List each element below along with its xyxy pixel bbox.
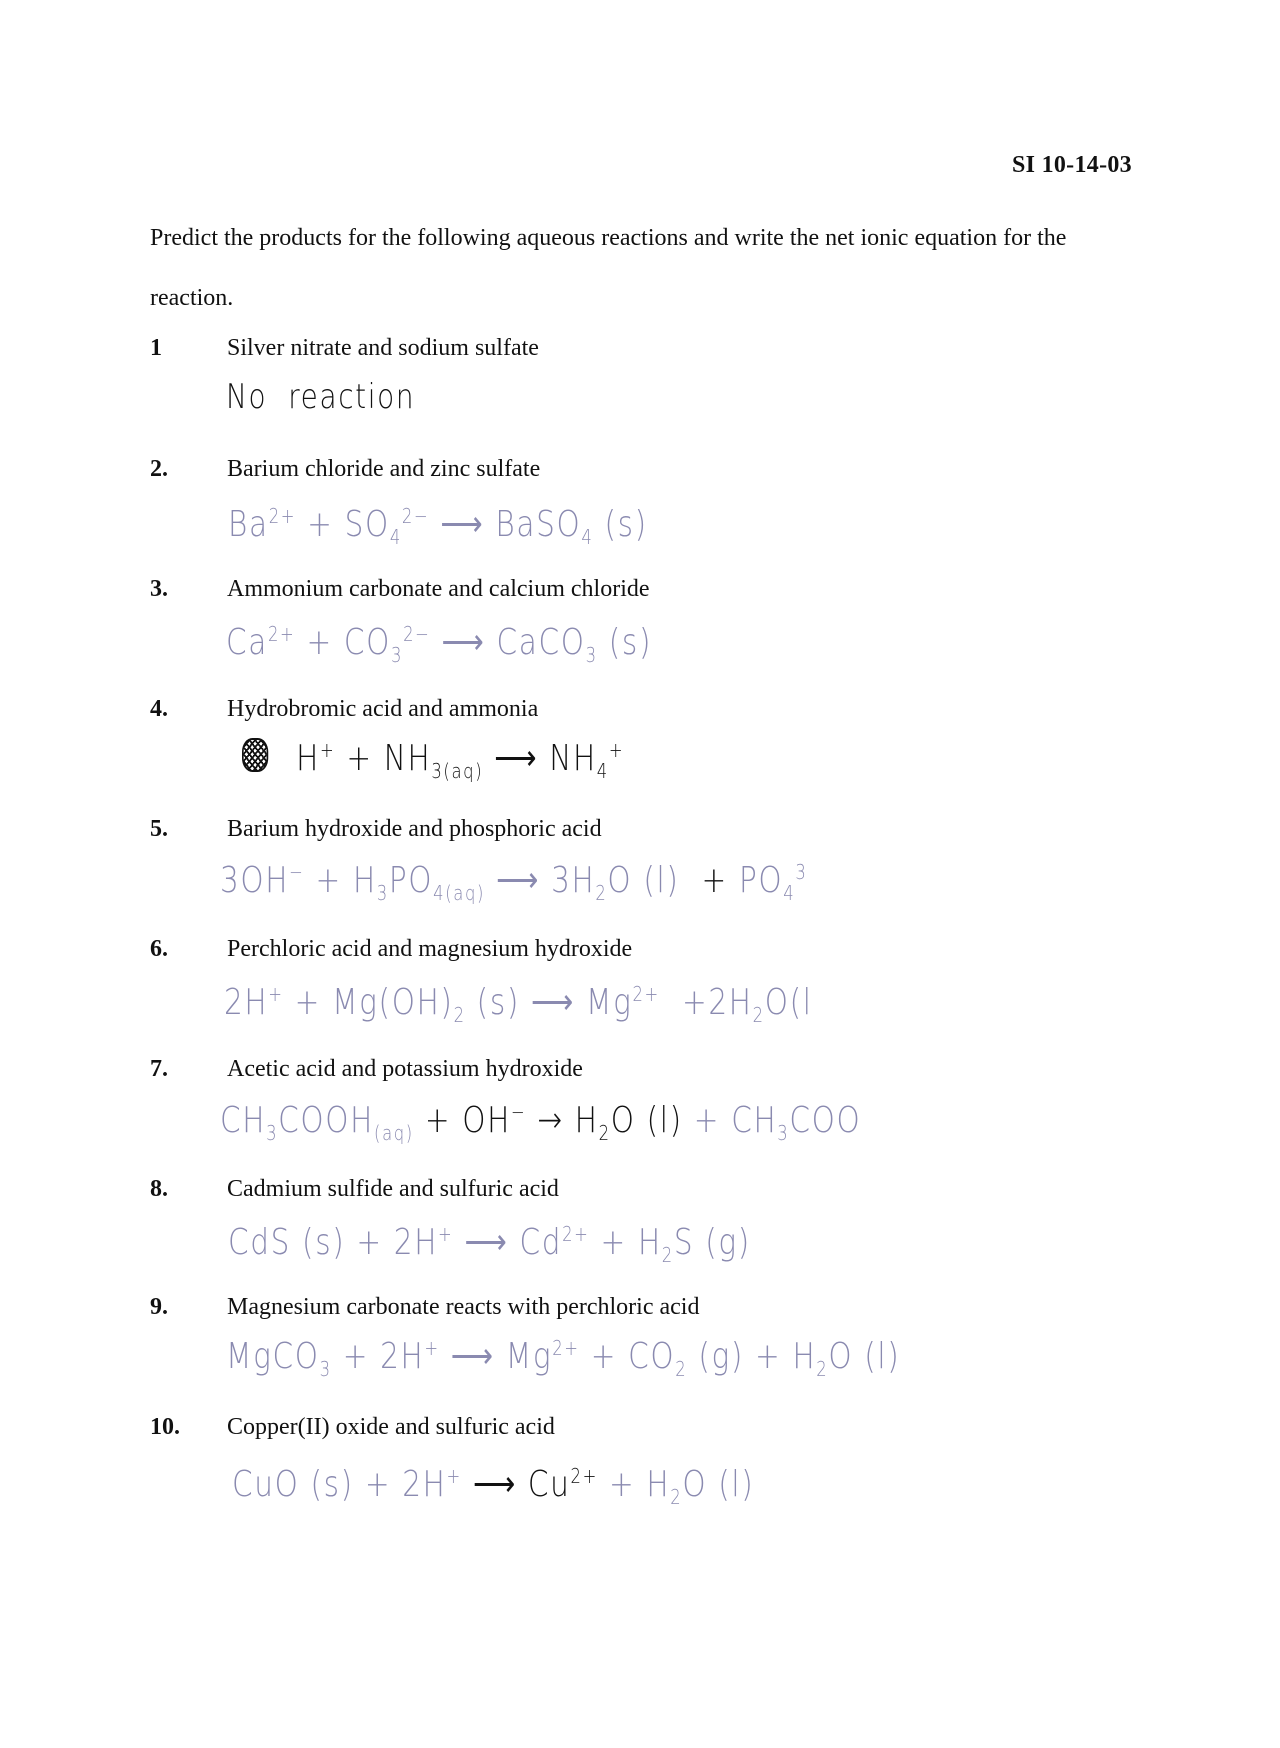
document-id: SI 10-14-03 (1012, 152, 1132, 178)
question-number: 1 (150, 335, 162, 361)
handwritten-answer: $Ca^{2+} + CO_3^{2-}$ ⟶ CaCO$_3$ (s) (226, 622, 653, 668)
instructions: Predict the products for the following aqueous reactions and write the net ionic equation for the reaction. (150, 225, 1067, 311)
question-prompt: Cadmium sulfide and sulfuric acid (227, 1176, 559, 1202)
question-number: 7. (150, 1056, 168, 1082)
question-number: 8. (150, 1176, 168, 1202)
question-number: 10. (150, 1414, 180, 1440)
handwritten-answer: $3OH^- + H_3PO_{4(aq)}$ ⟶ $3H_2O$ $(l) + PO_4^3$ (220, 860, 808, 906)
question-prompt: Hydrobromic acid and ammonia (227, 696, 539, 722)
question-prompt: Perchloric acid and magnesium hydroxide (227, 936, 633, 962)
handwritten-answer: MgCO$_3$ + 2H+ ⟶ $Mg^{2+} + CO_2$ $(g) + H_2O$ (l) (226, 1336, 901, 1382)
question-prompt: Acetic acid and potassium hydroxide (227, 1056, 583, 1082)
question-number: 3. (150, 576, 168, 602)
question-number: 4. (150, 696, 168, 722)
question-prompt: Magnesium carbonate reacts with perchloric acid (227, 1294, 700, 1320)
question-prompt: Barium hydroxide and phosphoric acid (227, 816, 602, 842)
question-prompt: Copper(II) oxide and sulfuric acid (227, 1414, 555, 1440)
handwritten-answer: $Ba^{2+} + SO_4^{2-}$ ⟶ BaSO$_4$ (s) (228, 504, 648, 550)
handwritten-answer: $H^+ + NH_{3(aq)}$ ⟶ $NH_4^+$ (242, 738, 624, 783)
question-number: 6. (150, 936, 168, 962)
handwritten-answer: $CH_3COOH_{(aq)} + OH^- \to H_2O$ $(l) + CH_3COO$ (220, 1100, 862, 1146)
handwritten-answer: CdS (s) + 2H+ ⟶ $Cd^{2+} + H_2S$ (g) (228, 1222, 751, 1268)
handwritten-answer: CuO (s) + 2H+ ⟶ $Cu^{2+} + H_2O$ (l) (232, 1464, 755, 1510)
handwritten-answer: $2H^+ + Mg(OH)_2$ (s) ⟶ $Mg^{2+} +2H_2O(l$ (224, 982, 813, 1028)
question-prompt: Silver nitrate and sodium sulfate (227, 335, 539, 361)
question-number: 9. (150, 1294, 168, 1320)
handwritten-answer: No reaction (226, 377, 416, 417)
question-prompt: Ammonium carbonate and calcium chloride (227, 576, 650, 602)
scribble-mark (242, 738, 268, 772)
question-number: 5. (150, 816, 168, 842)
question-prompt: Barium chloride and zinc sulfate (227, 456, 541, 482)
question-number: 2. (150, 456, 168, 482)
